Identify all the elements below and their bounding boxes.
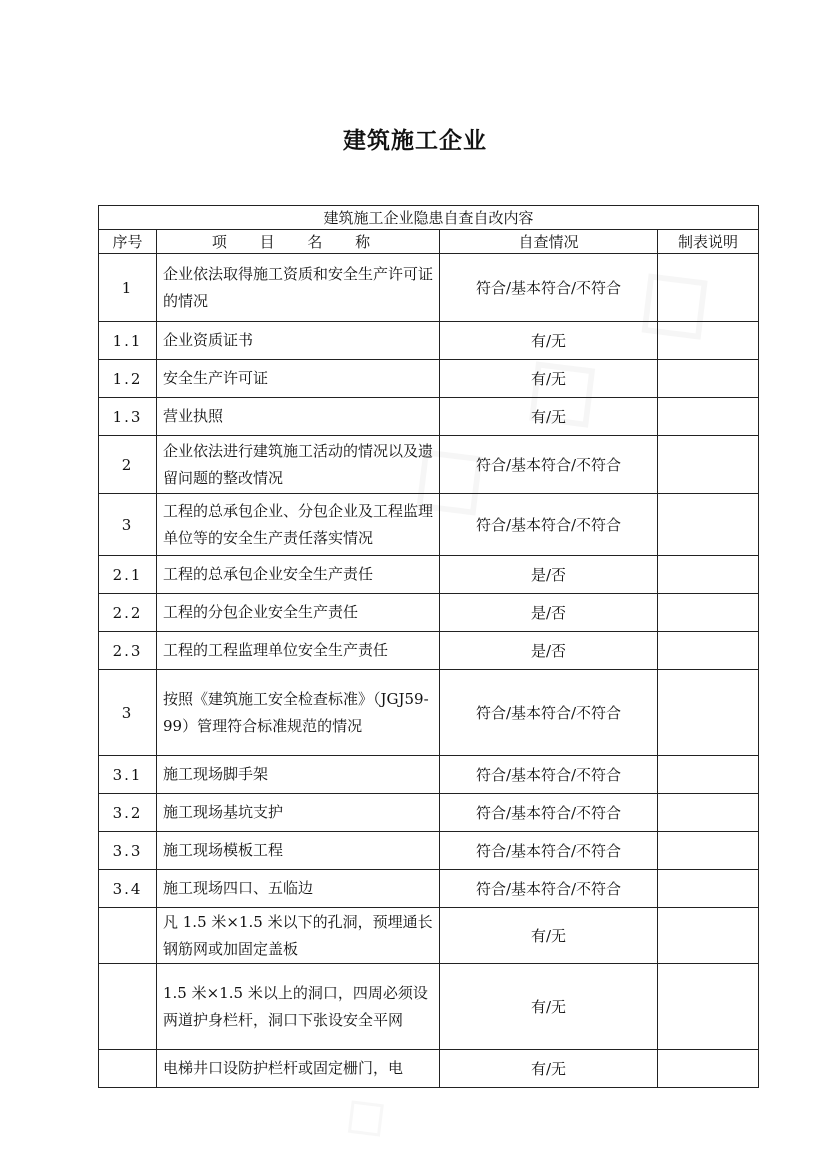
row-self-check-status: 有/无 bbox=[440, 360, 658, 398]
row-item-name: 工程的总承包企业、分包企业及工程监理单位等的安全生产责任落实情况 bbox=[157, 494, 440, 556]
row-note bbox=[658, 494, 759, 556]
row-self-check-status: 是/否 bbox=[440, 594, 658, 632]
header-status: 自查情况 bbox=[440, 230, 658, 254]
row-number: 3.1 bbox=[99, 756, 157, 794]
row-note bbox=[658, 556, 759, 594]
row-item-name: 施工现场模板工程 bbox=[157, 832, 440, 870]
row-note bbox=[658, 964, 759, 1050]
row-self-check-status: 有/无 bbox=[440, 322, 658, 360]
row-item-name: 企业依法进行建筑施工活动的情况以及遗留问题的整改情况 bbox=[157, 436, 440, 494]
row-note bbox=[658, 322, 759, 360]
row-note bbox=[658, 398, 759, 436]
row-self-check-status: 有/无 bbox=[440, 908, 658, 964]
table-row bbox=[99, 870, 759, 908]
row-item-name: 安全生产许可证 bbox=[157, 360, 440, 398]
row-note bbox=[658, 594, 759, 632]
table-row bbox=[99, 632, 759, 670]
row-number: 3.2 bbox=[99, 794, 157, 832]
row-note bbox=[658, 1050, 759, 1088]
row-number: 3 bbox=[99, 670, 157, 756]
page-title: 建筑施工企业 bbox=[343, 128, 487, 154]
row-number: 2.2 bbox=[99, 594, 157, 632]
row-self-check-status: 符合/基本符合/不符合 bbox=[440, 832, 658, 870]
row-note bbox=[658, 436, 759, 494]
row-item-name: 1.5 米×1.5 米以上的洞口，四周必须设两道护身栏杆，洞口下张设安全平网 bbox=[157, 964, 440, 1050]
table-row bbox=[99, 494, 759, 556]
row-item-name: 电梯井口设防护栏杆或固定栅门，电 bbox=[157, 1050, 440, 1088]
table-row bbox=[99, 436, 759, 494]
table-row bbox=[99, 794, 759, 832]
row-number: 3.3 bbox=[99, 832, 157, 870]
row-item-name: 按照《建筑施工安全检查标准》（JGJ59-99）管理符合标准规范的情况 bbox=[157, 670, 440, 756]
table-caption: 建筑施工企业隐患自查自改内容 bbox=[99, 206, 759, 230]
row-self-check-status: 是/否 bbox=[440, 556, 658, 594]
header-name: 项 目 名 称 bbox=[157, 230, 440, 254]
row-item-name: 营业执照 bbox=[157, 398, 440, 436]
self-check-table bbox=[98, 205, 759, 1088]
row-self-check-status: 符合/基本符合/不符合 bbox=[440, 254, 658, 322]
row-item-name: 企业依法取得施工资质和安全生产许可证的情况 bbox=[157, 254, 440, 322]
row-note bbox=[658, 870, 759, 908]
row-item-name: 工程的分包企业安全生产责任 bbox=[157, 594, 440, 632]
table-row bbox=[99, 360, 759, 398]
row-self-check-status: 是/否 bbox=[440, 632, 658, 670]
row-number: 2.3 bbox=[99, 632, 157, 670]
table-row bbox=[99, 322, 759, 360]
row-note bbox=[658, 254, 759, 322]
row-number bbox=[99, 964, 157, 1050]
row-number: 2.1 bbox=[99, 556, 157, 594]
row-item-name: 企业资质证书 bbox=[157, 322, 440, 360]
row-item-name: 工程的总承包企业安全生产责任 bbox=[157, 556, 440, 594]
row-note bbox=[658, 832, 759, 870]
row-number: 3.4 bbox=[99, 870, 157, 908]
table-row bbox=[99, 254, 759, 322]
row-number: 3 bbox=[99, 494, 157, 556]
row-number: 1.1 bbox=[99, 322, 157, 360]
row-note bbox=[658, 632, 759, 670]
table-row bbox=[99, 832, 759, 870]
table-row bbox=[99, 756, 759, 794]
row-number: 1 bbox=[99, 254, 157, 322]
table-row bbox=[99, 1050, 759, 1088]
row-number bbox=[99, 908, 157, 964]
row-self-check-status: 符合/基本符合/不符合 bbox=[440, 794, 658, 832]
row-note bbox=[658, 756, 759, 794]
row-self-check-status: 符合/基本符合/不符合 bbox=[440, 670, 658, 756]
row-self-check-status: 有/无 bbox=[440, 1050, 658, 1088]
row-item-name: 施工现场基坑支护 bbox=[157, 794, 440, 832]
row-self-check-status: 有/无 bbox=[440, 964, 658, 1050]
row-self-check-status: 有/无 bbox=[440, 398, 658, 436]
table-row bbox=[99, 556, 759, 594]
row-self-check-status: 符合/基本符合/不符合 bbox=[440, 756, 658, 794]
header-no: 序号 bbox=[99, 230, 157, 254]
row-item-name: 凡 1.5 米×1.5 米以下的孔洞，预埋通长钢筋网或加固定盖板 bbox=[157, 908, 440, 964]
table-row bbox=[99, 964, 759, 1050]
table-header-row bbox=[99, 230, 759, 254]
row-item-name: 工程的工程监理单位安全生产责任 bbox=[157, 632, 440, 670]
row-item-name: 施工现场四口、五临边 bbox=[157, 870, 440, 908]
row-note bbox=[658, 360, 759, 398]
row-self-check-status: 符合/基本符合/不符合 bbox=[440, 494, 658, 556]
table-row bbox=[99, 670, 759, 756]
row-number: 1.3 bbox=[99, 398, 157, 436]
row-item-name: 施工现场脚手架 bbox=[157, 756, 440, 794]
header-note: 制表说明 bbox=[658, 230, 759, 254]
table-row bbox=[99, 908, 759, 964]
row-number bbox=[99, 1050, 157, 1088]
row-note bbox=[658, 670, 759, 756]
row-note bbox=[658, 908, 759, 964]
table-row bbox=[99, 594, 759, 632]
table-row bbox=[99, 398, 759, 436]
row-self-check-status: 符合/基本符合/不符合 bbox=[440, 436, 658, 494]
row-number: 2 bbox=[99, 436, 157, 494]
row-note bbox=[658, 794, 759, 832]
row-self-check-status: 符合/基本符合/不符合 bbox=[440, 870, 658, 908]
row-number: 1.2 bbox=[99, 360, 157, 398]
